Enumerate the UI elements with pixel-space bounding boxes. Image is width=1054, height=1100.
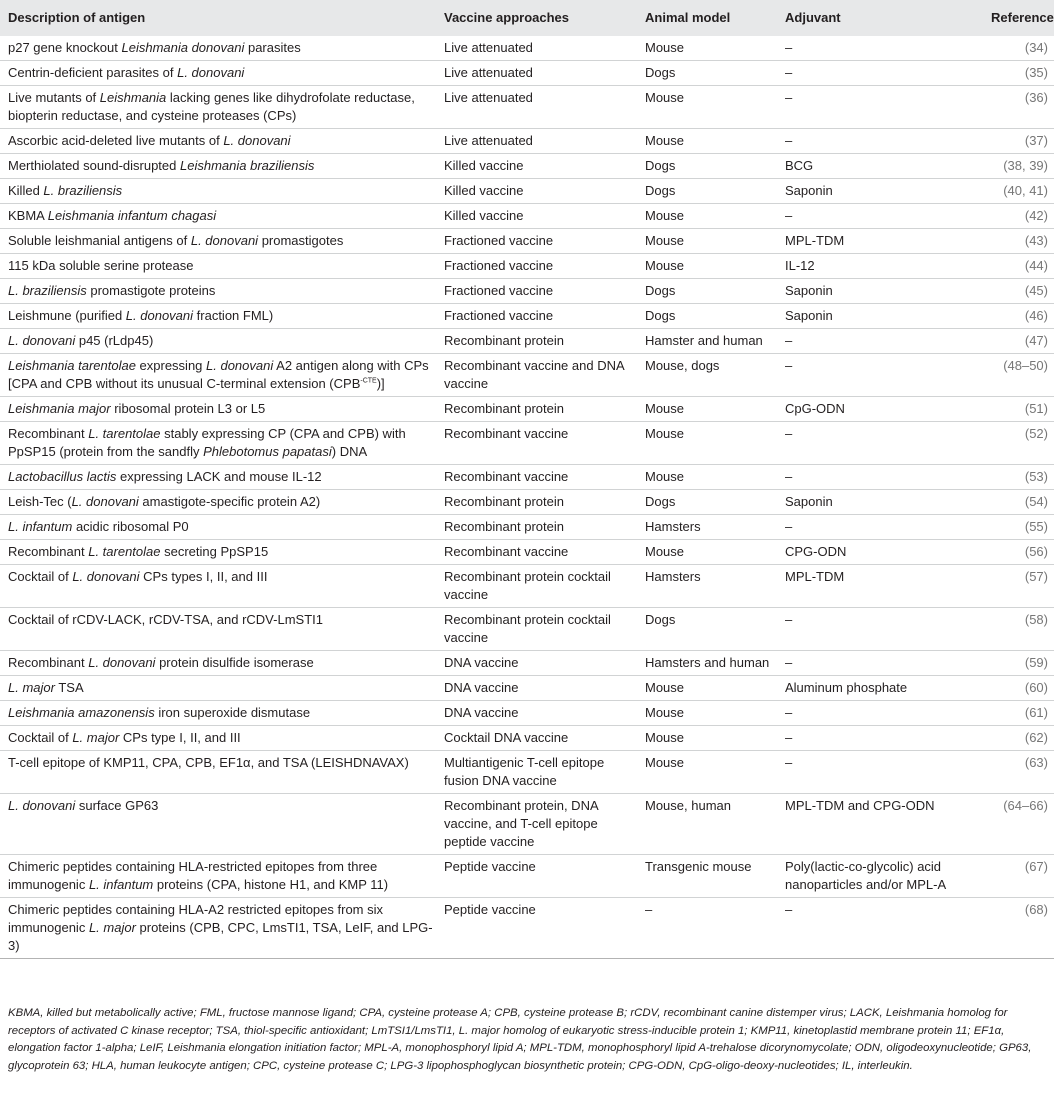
cell-adjuvant: – <box>785 65 793 80</box>
cell-description: Recombinant L. tarentolae secreting PpSP15 <box>8 544 269 559</box>
cell-reference: (51) <box>1024 401 1048 416</box>
cell-adjuvant: Aluminum phosphate <box>785 680 908 695</box>
table-row <box>0 490 1054 515</box>
cell-adjuvant: MPL-TDM <box>785 233 845 248</box>
cell-reference: (45) <box>1024 283 1048 298</box>
cell-vaccine-approach: Recombinant vaccine <box>444 469 569 484</box>
cell-adjuvant: – <box>785 519 793 534</box>
cell-animal-model: Dogs <box>645 308 676 323</box>
cell-reference: (57) <box>1024 569 1048 584</box>
cell-animal-model: Dogs <box>645 612 676 627</box>
cell-reference: (54) <box>1024 494 1048 509</box>
cell-description: Cocktail of L. donovani CPs types I, II, and III <box>8 569 268 584</box>
cell-reference: (60) <box>1024 680 1048 695</box>
cell-reference: (36) <box>1024 90 1048 105</box>
cell-animal-model: Mouse <box>645 544 685 559</box>
cell-reference: (61) <box>1024 705 1048 720</box>
cell-vaccine-approach: Fractioned vaccine <box>444 283 554 298</box>
cell-description: L. donovani surface GP63 <box>8 798 159 813</box>
cell-animal-model: Mouse <box>645 680 685 695</box>
cell-adjuvant: – <box>785 730 793 745</box>
cell-animal-model: Dogs <box>645 65 676 80</box>
cell-adjuvant: – <box>785 426 793 441</box>
table-row <box>0 329 1054 354</box>
cell-vaccine-approach: Peptide vaccine <box>444 859 536 874</box>
cell-description: L. infantum acidic ribosomal P0 <box>8 519 189 534</box>
table-row <box>0 515 1054 540</box>
cell-adjuvant: Poly(lactic-co-glycolic) acid nanoparticles and/or MPL-A <box>785 859 947 892</box>
cell-vaccine-approach: Multiantigenic T-cell epitope fusion DNA vaccine <box>444 755 605 788</box>
cell-animal-model: Mouse <box>645 258 685 273</box>
header-reference: Reference <box>991 10 1054 25</box>
cell-animal-model: Dogs <box>645 158 676 173</box>
table-row <box>0 61 1054 86</box>
cell-adjuvant: BCG <box>785 158 814 173</box>
table-row <box>0 751 1054 794</box>
cell-vaccine-approach: Killed vaccine <box>444 158 524 173</box>
cell-vaccine-approach: Recombinant protein cocktail vaccine <box>444 569 611 602</box>
table-row <box>0 422 1054 465</box>
table-row <box>0 465 1054 490</box>
cell-description: Cocktail of L. major CPs type I, II, and III <box>8 730 241 745</box>
cell-animal-model: Mouse <box>645 401 685 416</box>
cell-animal-model: Hamsters <box>645 519 701 534</box>
cell-vaccine-approach: Killed vaccine <box>444 208 524 223</box>
cell-adjuvant: – <box>785 655 793 670</box>
table-row <box>0 254 1054 279</box>
cell-vaccine-approach: Recombinant vaccine <box>444 544 569 559</box>
cell-description: Centrin-deficient parasites of L. donovani <box>8 65 245 80</box>
table-row <box>0 676 1054 701</box>
cell-description: Killed L. braziliensis <box>8 183 123 198</box>
cell-vaccine-approach: Recombinant protein <box>444 519 564 534</box>
cell-description: Ascorbic acid-deleted live mutants of L. donovani <box>8 133 291 148</box>
cell-reference: (67) <box>1024 859 1048 874</box>
cell-animal-model: Mouse <box>645 133 685 148</box>
cell-animal-model: Mouse <box>645 233 685 248</box>
cell-description: p27 gene knockout Leishmania donovani parasites <box>8 40 301 55</box>
cell-animal-model: Hamster and human <box>645 333 763 348</box>
table-row <box>0 229 1054 254</box>
cell-animal-model: Mouse <box>645 755 685 770</box>
table-footnote: KBMA, killed but metabolically active; FML, fructose mannose ligand; CPA, cysteine protease A; CPB, cysteine protease B; rCDV, recombinant canine distemper virus; LACK, Leishmania homolog for receptors of activated C kinase receptor; TSA, thiol-specific antioxidant; LmTSI1/LmsTI1, L. major homolog of eukaryotic stress-inducible protein 1; KMP11, kinetoplastid membrane protein 11; EF1α, elongation factor 1-alpha; LeIF, Leishmania elongation initiation factor; MPL-A, monophosphoryl lipid A; MPL-TDM, monophosphoryl lipid A-trehalose dicorynomycolate; ODN, oligodeoxynucleotide; GP63, glycoprotein 63; HLA, human leukocyte antigen; CPC, cysteine protease C; LPG-3 lipophosphoglycan biosynthetic protein; CPG-ODN, CpG-oligo-deoxy-nucleotides; IL, interleukin. <box>8 1007 1032 1072</box>
cell-reference: (42) <box>1024 208 1048 223</box>
cell-adjuvant: – <box>785 333 793 348</box>
cell-vaccine-approach: Fractioned vaccine <box>444 258 554 273</box>
cell-animal-model: Hamsters and human <box>645 655 770 670</box>
cell-adjuvant: CPG-ODN <box>785 544 847 559</box>
cell-reference: (52) <box>1024 426 1048 441</box>
cell-adjuvant: – <box>785 358 793 373</box>
table-row <box>0 279 1054 304</box>
cell-animal-model: Hamsters <box>645 569 701 584</box>
cell-adjuvant: – <box>785 612 793 627</box>
cell-vaccine-approach: DNA vaccine <box>444 680 519 695</box>
cell-vaccine-approach: Live attenuated <box>444 90 533 105</box>
cell-adjuvant: IL-12 <box>785 258 815 273</box>
cell-vaccine-approach: Recombinant protein cocktail vaccine <box>444 612 611 645</box>
table-row <box>0 701 1054 726</box>
cell-animal-model: Transgenic mouse <box>645 859 752 874</box>
cell-description: Cocktail of rCDV-LACK, rCDV-TSA, and rCDV-LmSTI1 <box>8 612 323 627</box>
cell-description: Lactobacillus lactis expressing LACK and mouse IL-12 <box>8 469 322 484</box>
cell-description: Soluble leishmanial antigens of L. donovani promastigotes <box>8 233 344 248</box>
table-row <box>0 540 1054 565</box>
cell-description: Leishmune (purified L. donovani fraction FML) <box>8 308 274 323</box>
cell-reference: (43) <box>1024 233 1048 248</box>
cell-animal-model: Dogs <box>645 183 676 198</box>
cell-adjuvant: Saponin <box>785 283 833 298</box>
table-body <box>0 36 1054 959</box>
cell-description: L. donovani p45 (rLdp45) <box>8 333 154 348</box>
cell-vaccine-approach: Recombinant protein <box>444 333 564 348</box>
table-row <box>0 651 1054 676</box>
cell-adjuvant: MPL-TDM <box>785 569 845 584</box>
cell-reference: (59) <box>1024 655 1048 670</box>
table-row <box>0 154 1054 179</box>
cell-adjuvant: MPL-TDM and CPG-ODN <box>785 798 935 813</box>
cell-description: T-cell epitope of KMP11, CPA, CPB, EF1α, and TSA (LEISHDNAVAX) <box>8 755 409 770</box>
cell-description: Chimeric peptides containing HLA-A2 restricted epitopes from six immunogenic L. major proteins (CPB, CPC, LmsTI1, TSA, LeIF, and LPG-3) <box>8 902 433 953</box>
cell-adjuvant: – <box>785 755 793 770</box>
header-adjuvant: Adjuvant <box>785 10 841 25</box>
cell-animal-model: Mouse <box>645 208 685 223</box>
cell-vaccine-approach: Peptide vaccine <box>444 902 536 917</box>
table-row <box>0 204 1054 229</box>
cell-adjuvant: – <box>785 902 793 917</box>
cell-description: Leishmania tarentolae expressing L. donovani A2 antigen along with CPs [CPA and CPB without its unusual C-terminal extension $(CPB^{-CTE})$] <box>8 358 429 391</box>
cell-vaccine-approach: Cocktail DNA vaccine <box>444 730 569 745</box>
cell-animal-model: Mouse <box>645 426 685 441</box>
cell-reference: (35) <box>1024 65 1048 80</box>
cell-vaccine-approach: Recombinant protein, DNA vaccine, and T-cell epitope peptide vaccine <box>444 798 598 849</box>
cell-vaccine-approach: Recombinant protein <box>444 401 564 416</box>
cell-vaccine-approach: Recombinant vaccine <box>444 426 569 441</box>
cell-animal-model: Mouse <box>645 40 685 55</box>
cell-animal-model: Mouse <box>645 730 685 745</box>
table-row <box>0 179 1054 204</box>
cell-animal-model: Mouse <box>645 705 685 720</box>
table-row <box>0 86 1054 129</box>
table-row <box>0 898 1054 959</box>
cell-adjuvant: Saponin <box>785 308 833 323</box>
cell-description: Live mutants of Leishmania lacking genes like dihydrofolate reductase, biopterin reductase, and cysteine proteases (CPs) <box>8 90 415 123</box>
cell-adjuvant: – <box>785 705 793 720</box>
cell-vaccine-approach: DNA vaccine <box>444 705 519 720</box>
cell-description: Recombinant L. tarentolae stably expressing CP (CPA and CPB) with PpSP15 (protein from the sandfly Phlebotomus papatasi) DNA <box>8 426 406 459</box>
cell-description: Chimeric peptides containing HLA-restricted epitopes from three immunogenic L. infantum proteins (CPA, histone H1, and KMP 11) <box>8 859 389 892</box>
cell-description: Leishmania amazonensis iron superoxide dismutase <box>8 705 311 720</box>
cell-description: 115 kDa soluble serine protease <box>8 258 194 273</box>
cell-reference: (58) <box>1024 612 1048 627</box>
cell-reference: (37) <box>1024 133 1048 148</box>
cell-adjuvant: – <box>785 133 793 148</box>
table-row <box>0 726 1054 751</box>
cell-vaccine-approach: Recombinant vaccine and DNA vaccine <box>444 358 624 391</box>
cell-animal-model: Dogs <box>645 494 676 509</box>
cell-description: L. braziliensis promastigote proteins <box>8 283 216 298</box>
cell-animal-model: Mouse <box>645 469 685 484</box>
cell-animal-model: Mouse, dogs <box>645 358 720 373</box>
header-description: Description of antigen <box>8 10 146 25</box>
cell-reference: (53) <box>1024 469 1048 484</box>
table-row <box>0 397 1054 422</box>
cell-reference: (38, 39) <box>1003 158 1048 173</box>
cell-vaccine-approach: Fractioned vaccine <box>444 308 554 323</box>
cell-animal-model: – <box>645 902 653 917</box>
table-header-row <box>0 0 1054 36</box>
table-row <box>0 129 1054 154</box>
cell-animal-model: Mouse <box>645 90 685 105</box>
cell-vaccine-approach: Fractioned vaccine <box>444 233 554 248</box>
cell-description: Leish-Tec (L. donovani amastigote-specific protein A2) <box>8 494 321 509</box>
cell-adjuvant: Saponin <box>785 494 833 509</box>
cell-reference: (62) <box>1024 730 1048 745</box>
cell-reference: (34) <box>1024 40 1048 55</box>
cell-description: KBMA Leishmania infantum chagasi <box>8 208 217 223</box>
table-row <box>0 855 1054 898</box>
cell-reference: (56) <box>1024 544 1048 559</box>
table-row <box>0 608 1054 651</box>
cell-description: Merthiolated sound-disrupted Leishmania braziliensis <box>8 158 315 173</box>
table-row <box>0 354 1054 397</box>
cell-vaccine-approach: Live attenuated <box>444 40 533 55</box>
cell-adjuvant: – <box>785 90 793 105</box>
cell-description: L. major TSA <box>8 680 84 695</box>
cell-vaccine-approach: Killed vaccine <box>444 183 524 198</box>
cell-reference: (46) <box>1024 308 1048 323</box>
table-row <box>0 794 1054 855</box>
cell-adjuvant: CpG-ODN <box>785 401 845 416</box>
cell-description: Leishmania major ribosomal protein L3 or L5 <box>8 401 266 416</box>
cell-adjuvant: Saponin <box>785 183 833 198</box>
table-row <box>0 565 1054 608</box>
cell-vaccine-approach: DNA vaccine <box>444 655 519 670</box>
cell-reference: (40, 41) <box>1003 183 1048 198</box>
cell-adjuvant: – <box>785 40 793 55</box>
cell-reference: (68) <box>1024 902 1048 917</box>
cell-reference: (55) <box>1024 519 1048 534</box>
cell-description: Recombinant L. donovani protein disulfide isomerase <box>8 655 314 670</box>
cell-adjuvant: – <box>785 208 793 223</box>
cell-vaccine-approach: Live attenuated <box>444 133 533 148</box>
cell-reference: (44) <box>1024 258 1048 273</box>
cell-reference: (48–50) <box>1003 358 1048 373</box>
cell-reference: (64–66) <box>1003 798 1048 813</box>
header-animal-model: Animal model <box>645 10 731 25</box>
cell-reference: (63) <box>1024 755 1048 770</box>
cell-vaccine-approach: Recombinant protein <box>444 494 564 509</box>
cell-animal-model: Mouse, human <box>645 798 731 813</box>
cell-adjuvant: – <box>785 469 793 484</box>
table-row <box>0 36 1054 61</box>
cell-reference: (47) <box>1024 333 1048 348</box>
cell-vaccine-approach: Live attenuated <box>444 65 533 80</box>
header-vaccine-approaches: Vaccine approaches <box>444 10 570 25</box>
cell-animal-model: Dogs <box>645 283 676 298</box>
table-row <box>0 304 1054 329</box>
